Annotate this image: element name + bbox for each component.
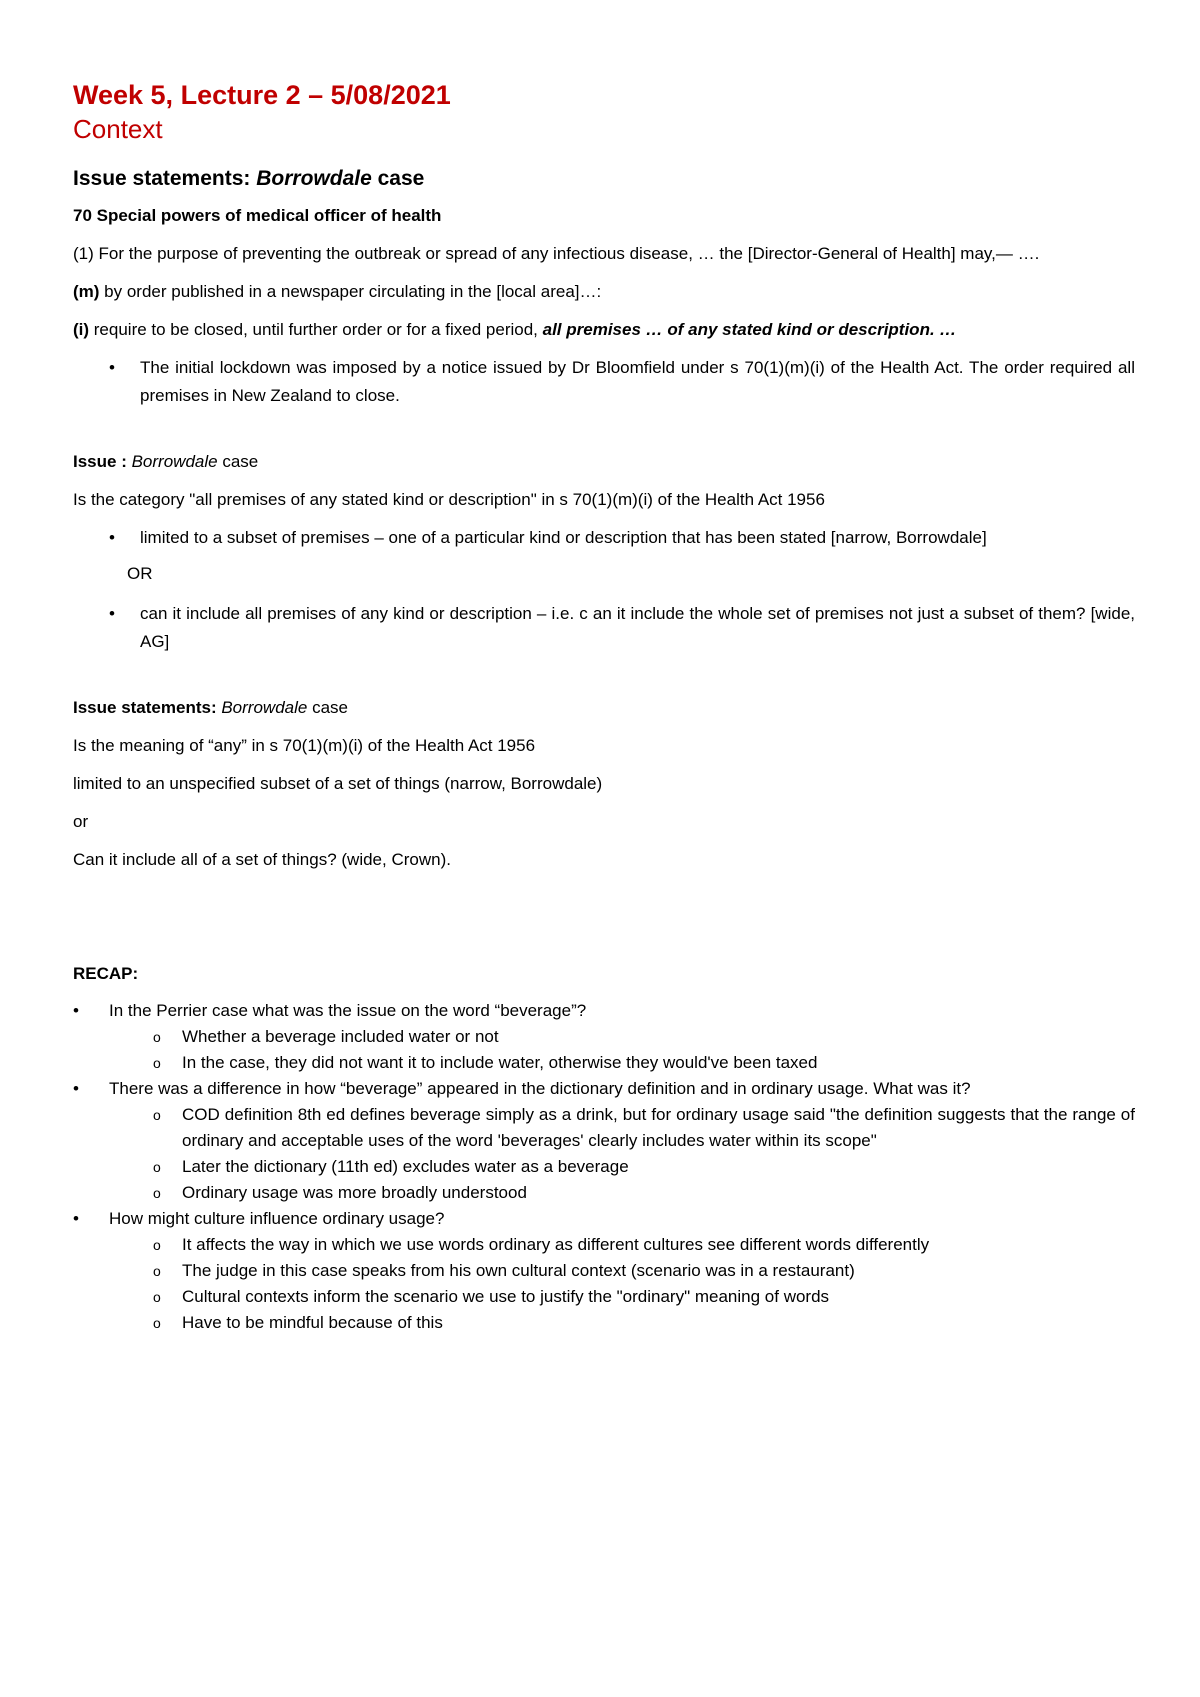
recap-item-text: How might culture influence ordinary usage? bbox=[109, 1209, 445, 1228]
bullet-icon: • bbox=[109, 604, 115, 623]
provision-title-text: 70 Special powers of medical officer of health bbox=[73, 206, 442, 225]
sub-item bbox=[109, 1180, 1135, 1206]
or-separator: OR bbox=[127, 564, 153, 583]
sub-item bbox=[109, 1258, 1135, 1284]
sub-item-text: Have to be mindful because of this bbox=[182, 1313, 443, 1332]
section3-heading bbox=[73, 694, 1135, 722]
section3-heading-c: case bbox=[307, 698, 348, 717]
section2-heading-c: case bbox=[217, 452, 259, 471]
bullet-text: can it include all premises of any kind or description – i.e. c an it include the whole set of premises not just a subset of them? [wide, AG] bbox=[140, 604, 1135, 651]
sub-item-text: Whether a beverage included water or not bbox=[182, 1027, 499, 1046]
section2-heading bbox=[73, 448, 1135, 476]
recap-sublist bbox=[109, 1102, 1135, 1206]
circle-bullet-icon: o bbox=[153, 1289, 161, 1305]
sub-item bbox=[109, 1024, 1135, 1050]
sub-item bbox=[109, 1102, 1135, 1154]
recap-item bbox=[73, 1076, 1135, 1206]
provision-subsection-1: (1) For the purpose of preventing the outbreak or spread of any infectious disease, … the [Director-General of Health] may,— …. bbox=[73, 244, 1040, 263]
recap-sublist bbox=[109, 1232, 1135, 1336]
recap-item bbox=[73, 998, 1135, 1076]
recap-heading bbox=[73, 960, 1135, 988]
section1-heading-a: Issue statements: bbox=[73, 167, 257, 190]
bullet-icon: • bbox=[109, 528, 115, 547]
paragraph-i-text: require to be closed, until further order or for a fixed period, bbox=[89, 320, 543, 339]
section2-question: Is the category "all premises of any stated kind or description" in s 70(1)(m)(i) of the Health Act 1956 bbox=[73, 490, 825, 509]
paragraph-m-text: by order published in a newspaper circulating in the [local area]…: bbox=[99, 282, 602, 301]
bullet-icon: • bbox=[73, 1001, 79, 1020]
bullet-icon: • bbox=[73, 1209, 79, 1228]
circle-bullet-icon: o bbox=[153, 1237, 161, 1253]
provision-paragraph-i bbox=[73, 316, 1135, 344]
recap-list bbox=[73, 998, 1135, 1336]
paragraph-i-emphasis: all premises … of any stated kind or description. … bbox=[542, 320, 957, 339]
page-subtitle: Context bbox=[73, 114, 163, 144]
section2-heading-case-name: Borrowdale bbox=[131, 452, 218, 471]
sub-item-text: COD definition 8th ed defines beverage simply as a drink, but for ordinary usage said "the definition suggests that the range of ordinary and acceptable uses of the word 'beverages' clearly includes water within its scope" bbox=[182, 1105, 1135, 1150]
provision-paragraph-m bbox=[73, 278, 1135, 306]
section3-line4: Can it include all of a set of things? (wide, Crown). bbox=[73, 850, 451, 869]
bullet-text: The initial lockdown was imposed by a notice issued by Dr Bloomfield under s 70(1)(m)(i) of the Health Act. The order required all premises in New Zealand to close. bbox=[140, 358, 1135, 405]
section3-line3: or bbox=[73, 812, 89, 831]
circle-bullet-icon: o bbox=[153, 1055, 161, 1071]
recap-item-text: In the Perrier case what was the issue on the word “beverage”? bbox=[109, 1001, 587, 1020]
document-body bbox=[73, 78, 1135, 1336]
section1-bullets bbox=[73, 354, 1135, 410]
title-week: Week 5, bbox=[73, 80, 174, 110]
section2-bullets-a bbox=[73, 524, 1135, 552]
section3-line2: limited to an unspecified subset of a set of things (narrow, Borrowdale) bbox=[73, 774, 603, 793]
page-title bbox=[73, 78, 1135, 112]
section2-heading-a: Issue : bbox=[73, 452, 132, 471]
provision-title bbox=[73, 202, 1135, 230]
sub-item bbox=[109, 1284, 1135, 1310]
bullet-text: limited to a subset of premises – one of a particular kind or description that has been stated [narrow, Borrowdale] bbox=[140, 528, 987, 547]
circle-bullet-icon: o bbox=[153, 1029, 161, 1045]
circle-bullet-icon: o bbox=[153, 1315, 161, 1331]
sub-item bbox=[109, 1050, 1135, 1076]
section3-line1: Is the meaning of “any” in s 70(1)(m)(i) of the Health Act 1956 bbox=[73, 736, 536, 755]
section3-heading-case-name: Borrowdale bbox=[221, 698, 308, 717]
section3-heading-a: Issue statements: bbox=[73, 698, 222, 717]
sub-item-text: The judge in this case speaks from his own cultural context (scenario was in a restaurant) bbox=[182, 1261, 855, 1280]
sub-item-text: In the case, they did not want it to include water, otherwise they would've been taxed bbox=[182, 1053, 818, 1072]
paragraph-i-label: (i) bbox=[73, 320, 90, 339]
bullet-icon: • bbox=[109, 358, 115, 377]
section1-heading bbox=[73, 164, 1135, 194]
recap-item-text: There was a difference in how “beverage” appeared in the dictionary definition and in ordinary usage. What was it? bbox=[109, 1079, 971, 1098]
recap-item bbox=[73, 1206, 1135, 1336]
title-rest: Lecture 2 – 5/08/2021 bbox=[173, 80, 451, 110]
list-item bbox=[73, 354, 1135, 410]
sub-item-text: Later the dictionary (11th ed) excludes water as a beverage bbox=[182, 1157, 629, 1176]
paragraph-m-label: (m) bbox=[73, 282, 100, 301]
recap-heading-text: RECAP: bbox=[73, 964, 139, 983]
list-item bbox=[73, 524, 1135, 552]
list-item bbox=[73, 600, 1135, 656]
section1-heading-c: case bbox=[371, 167, 425, 190]
section2-bullets-b bbox=[73, 600, 1135, 656]
sub-item bbox=[109, 1310, 1135, 1336]
sub-item bbox=[109, 1232, 1135, 1258]
sub-item-text: It affects the way in which we use words ordinary as different cultures see different words differently bbox=[182, 1235, 930, 1254]
circle-bullet-icon: o bbox=[153, 1107, 161, 1123]
circle-bullet-icon: o bbox=[153, 1159, 161, 1175]
circle-bullet-icon: o bbox=[153, 1185, 161, 1201]
recap-sublist bbox=[109, 1024, 1135, 1076]
sub-item-text: Cultural contexts inform the scenario we use to justify the "ordinary" meaning of words bbox=[182, 1287, 830, 1306]
section1-heading-case-name: Borrowdale bbox=[256, 167, 372, 190]
circle-bullet-icon: o bbox=[153, 1263, 161, 1279]
sub-item bbox=[109, 1154, 1135, 1180]
bullet-icon: • bbox=[73, 1079, 79, 1098]
sub-item-text: Ordinary usage was more broadly understood bbox=[182, 1183, 527, 1202]
